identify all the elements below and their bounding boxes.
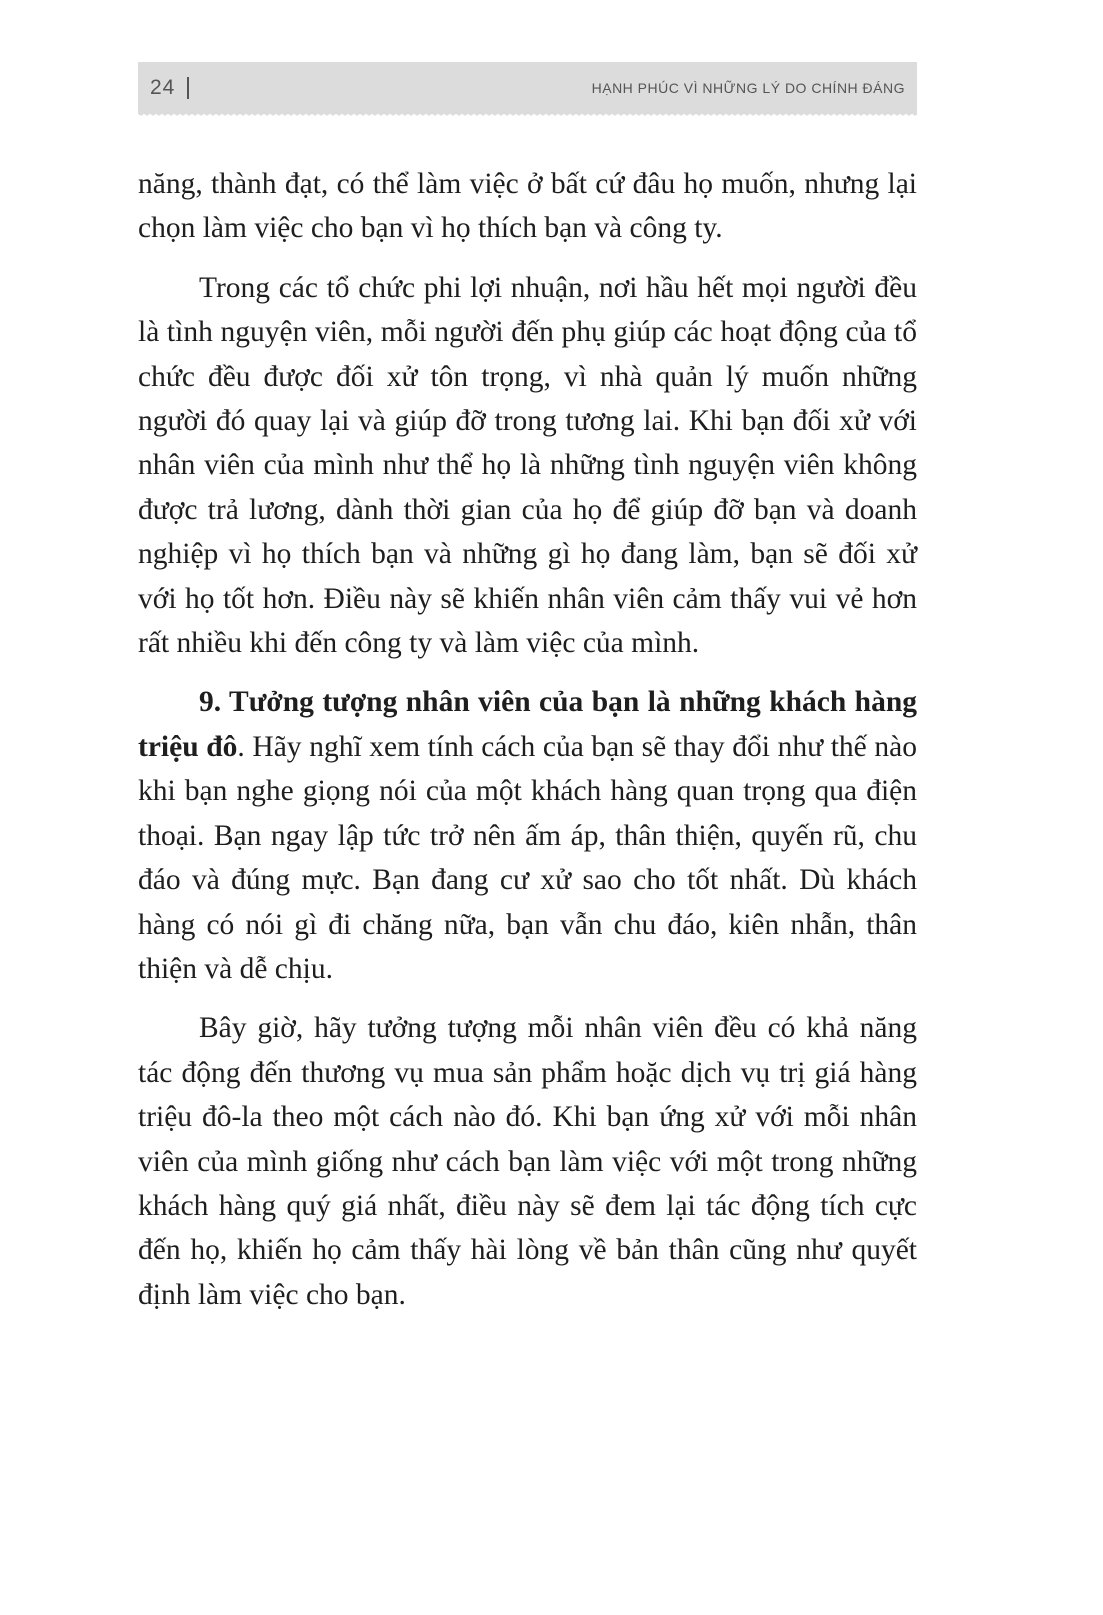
page-number: 24 [150,76,176,99]
section-heading: 9. Tưởng tượng nhân viên của bạn là những khách hàng triệu đô [138,686,917,763]
paragraph-3 [138,680,917,991]
header-divider [187,77,189,99]
paragraph-4: Bây giờ, hãy tưởng tượng mỗi nhân viên đều có khả năng tác động đến thương vụ mua sản phẩm hoặc dịch vụ trị giá hàng triệu đô-la theo một cách nào đó. Khi bạn ứng xử với mỗi nhân viên của mình giống như cách bạn làm việc với một trong những khách hàng quý giá nhất, điều này sẽ đem lại tác động tích cực đến họ, khiến họ cảm thấy hài lòng về bản thân cũng như quyết định làm việc cho bạn. [138,1012,917,1311]
running-title: HẠNH PHÚC VÌ NHỮNG LÝ DO CHÍNH ĐÁNG [591,80,905,96]
paragraph-3-body: . Hãy nghĩ xem tính cách của bạn sẽ thay đổi như thế nào khi bạn nghe giọng nói của một khách hàng quan trọng qua điện thoại. Bạn ngay lập tức trở nên ấm áp, thân thiện, quyến rũ, chu đáo và đúng mực. Bạn đang cư xử sao cho tốt nhất. Dù khách hàng có nói gì đi chăng nữa, bạn vẫn chu đáo, kiên nhẫn, thân thiện và dễ chịu. [138,730,917,985]
paragraph-1: năng, thành đạt, có thể làm việc ở bất cứ đâu họ muốn, nhưng lại chọn làm việc cho bạn vì họ thích bạn và công ty. [138,168,917,245]
body-text [138,162,917,1332]
running-header [138,62,917,114]
page-number-group [150,76,189,100]
paragraph-2: Trong các tổ chức phi lợi nhuận, nơi hầu hết mọi người đều là tình nguyện viên, mỗi người đến phụ giúp các hoạt động của tổ chức đều được đối xử tôn trọng, vì nhà quản lý muốn những người đó quay lại và giúp đỡ trong tương lai. Khi bạn đối xử với nhân viên của mình như thể họ là những tình nguyện viên không được trả lương, dành thời gian của họ để giúp đỡ bạn và doanh nghiệp vì họ thích bạn và những gì họ đang làm, bạn sẽ đối xử với họ tốt hơn. Điều này sẽ khiến nhân viên cảm thấy vui vẻ hơn rất nhiều khi đến công ty và làm việc của mình. [138,271,917,660]
